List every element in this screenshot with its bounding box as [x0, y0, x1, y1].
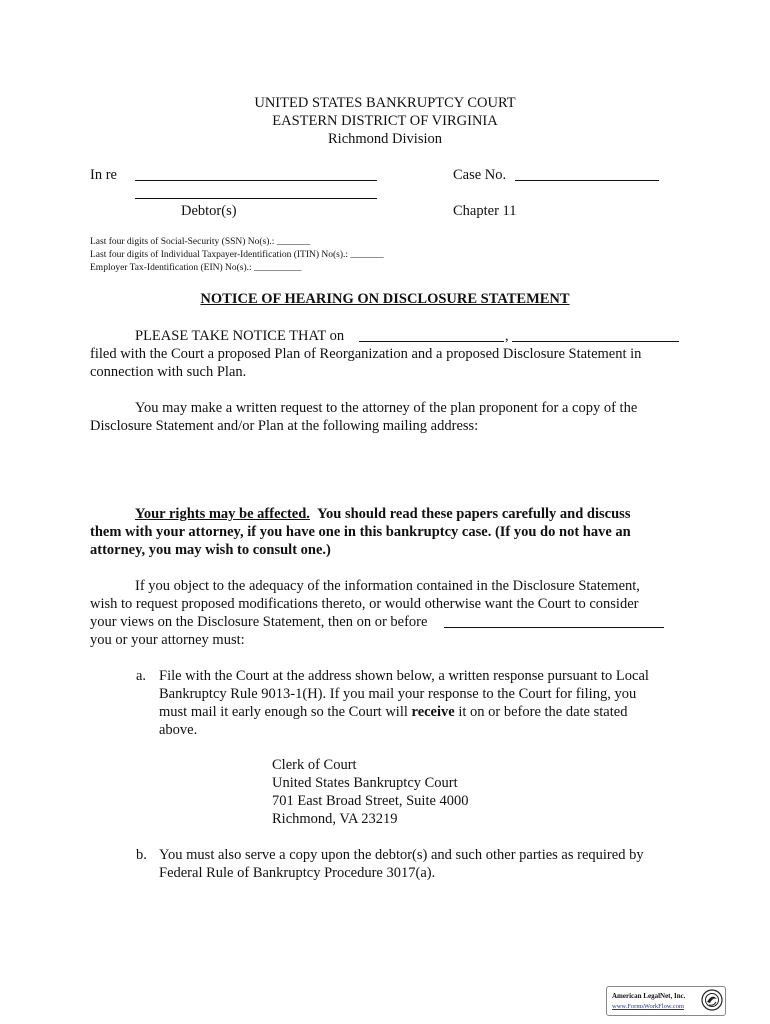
- item-a-line3-start: must mail it early enough so the Court will: [159, 704, 408, 720]
- para2-line2: Disclosure Statement and/or Plan at the following mailing address:: [90, 418, 479, 434]
- item-b-line1: You must also serve a copy upon the debtor(s) and such other parties as required by: [159, 847, 644, 863]
- debtor-name-line-2[interactable]: [135, 198, 377, 199]
- item-a-line3-end: it on or before the date stated: [458, 704, 628, 720]
- notice-title: NOTICE OF HEARING ON DISCLOSURE STATEMENT: [200, 291, 570, 307]
- itin-line: Last four digits of Individual Taxpayer-Identification (ITIN) No(s).: _______: [90, 250, 384, 260]
- debtor-name-line-1[interactable]: [135, 180, 377, 181]
- publisher-name: American LegalNet, Inc.: [612, 992, 686, 1000]
- receive-emphasis: receive: [411, 704, 455, 720]
- notice-comma: ,: [505, 328, 509, 344]
- para3-line3: your views on the Disclosure Statement, then on or before: [90, 614, 428, 630]
- in-re-label: In re: [90, 167, 117, 183]
- debtors-label: Debtor(s): [181, 203, 237, 219]
- address-line-2: United States Bankruptcy Court: [272, 775, 458, 791]
- item-a-line2: Bankruptcy Rule 9013-1(H). If you mail your response to the Court for filing, you: [159, 686, 637, 702]
- division-name: Richmond Division: [328, 131, 442, 147]
- objection-deadline-line[interactable]: [444, 627, 664, 628]
- publisher-link[interactable]: www.FormsWorkFlow.com: [612, 1003, 684, 1010]
- item-b-line2: Federal Rule of Bankruptcy Procedure 3017(a).: [159, 865, 436, 881]
- item-a-marker: a.: [136, 668, 147, 684]
- chapter-label: Chapter 11: [453, 203, 517, 219]
- case-no-line[interactable]: [515, 180, 659, 181]
- publisher-badge: [606, 986, 726, 1016]
- item-a-line4: above.: [159, 722, 198, 738]
- para3-line4: you or your attorney must:: [90, 632, 245, 648]
- ein-line: Employer Tax-Identification (EIN) No(s).: __________: [90, 263, 302, 273]
- district-name: EASTERN DISTRICT OF VIRGINIA: [272, 113, 498, 129]
- rights-line3: attorney, you may wish to consult one.): [90, 542, 331, 558]
- address-line-4: Richmond, VA 23219: [272, 811, 398, 827]
- para1-line2: filed with the Court a proposed Plan of Reorganization and a proposed Disclosure Statement in: [90, 346, 642, 362]
- court-name: UNITED STATES BANKRUPTCY COURT: [254, 95, 516, 111]
- rights-line2: them with your attorney, if you have one in this bankruptcy case. (If you do not have an: [90, 524, 631, 540]
- rights-line1: [135, 505, 630, 523]
- address-line-3: 701 East Broad Street, Suite 4000: [272, 793, 469, 809]
- notice-date-line[interactable]: [359, 341, 504, 342]
- rights-text: You should read these papers carefully and discuss: [317, 506, 631, 522]
- ssn-line: Last four digits of Social-Security (SSN) No(s).: _______: [90, 237, 311, 247]
- item-a-line1: File with the Court at the address shown below, a written response pursuant to Local: [159, 668, 649, 684]
- notice-intro: PLEASE TAKE NOTICE THAT on: [135, 328, 345, 344]
- para1-line3: connection with such Plan.: [90, 364, 247, 380]
- item-b-marker: b.: [136, 847, 147, 863]
- plan-proponent-line[interactable]: [512, 341, 679, 342]
- publisher-logo-icon: [701, 989, 723, 1011]
- case-no-label: Case No.: [453, 167, 507, 183]
- item-a-line3: [159, 703, 627, 721]
- para3-line1: If you object to the adequacy of the information contained in the Disclosure Statement,: [135, 578, 640, 594]
- para3-line2: wish to request proposed modifications thereto, or would otherwise want the Court to consider: [90, 596, 639, 612]
- rights-warning: Your rights may be affected.: [135, 506, 310, 522]
- address-line-1: Clerk of Court: [272, 757, 357, 773]
- para2-line1: You may make a written request to the attorney of the plan proponent for a copy of the: [135, 400, 638, 416]
